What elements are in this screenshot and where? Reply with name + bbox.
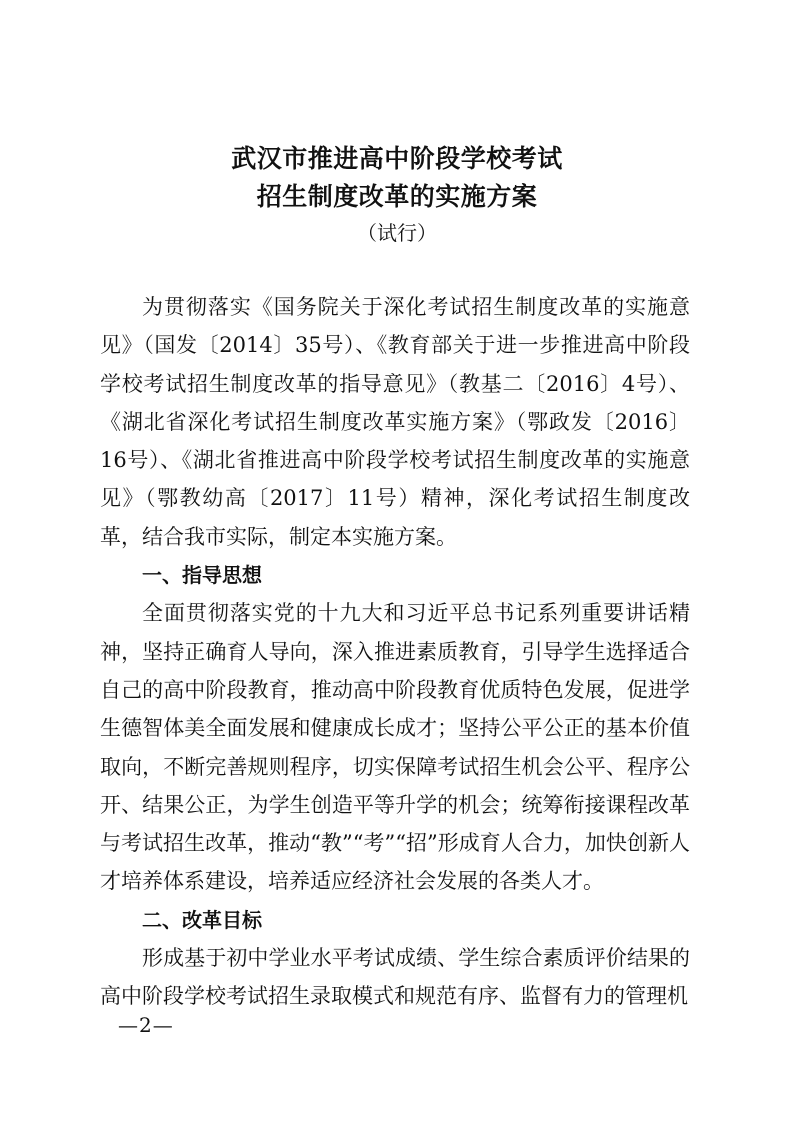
document-body <box>100 288 690 1016</box>
document-title-block <box>0 140 794 248</box>
reform-goals-paragraph: 形成基于初中学业水平考试成绩、学生综合素质评价结果的高中阶段学校考试招生录取模式和规范有序、监督有力的管理机 <box>100 946 690 1009</box>
page-number: —2— <box>118 1013 174 1037</box>
guiding-ideology-paragraph: 全面贯彻落实党的十九大和习近平总书记系列重要讲话精神，坚持正确育人导向，深入推进素质教育，引导学生选择适合自己的高中阶段教育，推动高中阶段教育优质特色发展，促进学生德智体美全面发展和健康成长成才；坚持公平公正的基本价值取向，不断完善规则程序，切实保障考试招生机会公平、程序公开、结果公正，为学生创造平等升学的机会；统筹衔接课程改革与考试招生改革，推动“教”“考”“招”形成育人合力，加快创新人才培养体系建设，培养适应经济社会发展的各类人才。 <box>100 601 690 894</box>
document-subtitle: （试行） <box>357 221 437 245</box>
document-title-line-2: 招生制度改革的实施方案 <box>256 182 538 211</box>
document-title-line-1: 武汉市推进高中阶段学校考试 <box>231 144 563 173</box>
section-heading-guiding-ideology: 一、指导思想 <box>142 563 262 588</box>
intro-paragraph: 为贯彻落实《国务院关于深化考试招生制度改革的实施意见》（国发〔2014〕35号）、《教育部关于进一步推进高中阶段学校考试招生制度改革的指导意见》（教基二〔2016〕4号）、《湖北省深化考试招生制度改革实施方案》（鄂政发〔2016〕16号）、《湖北省推进高中阶段学校考试招生制度改革的实施意见》（鄂教幼高〔2017〕11号）精神，深化考试招生制度改革，结合我市实际，制定本实施方案。 <box>100 295 690 549</box>
section-heading-reform-goals: 二、改革目标 <box>142 907 262 932</box>
